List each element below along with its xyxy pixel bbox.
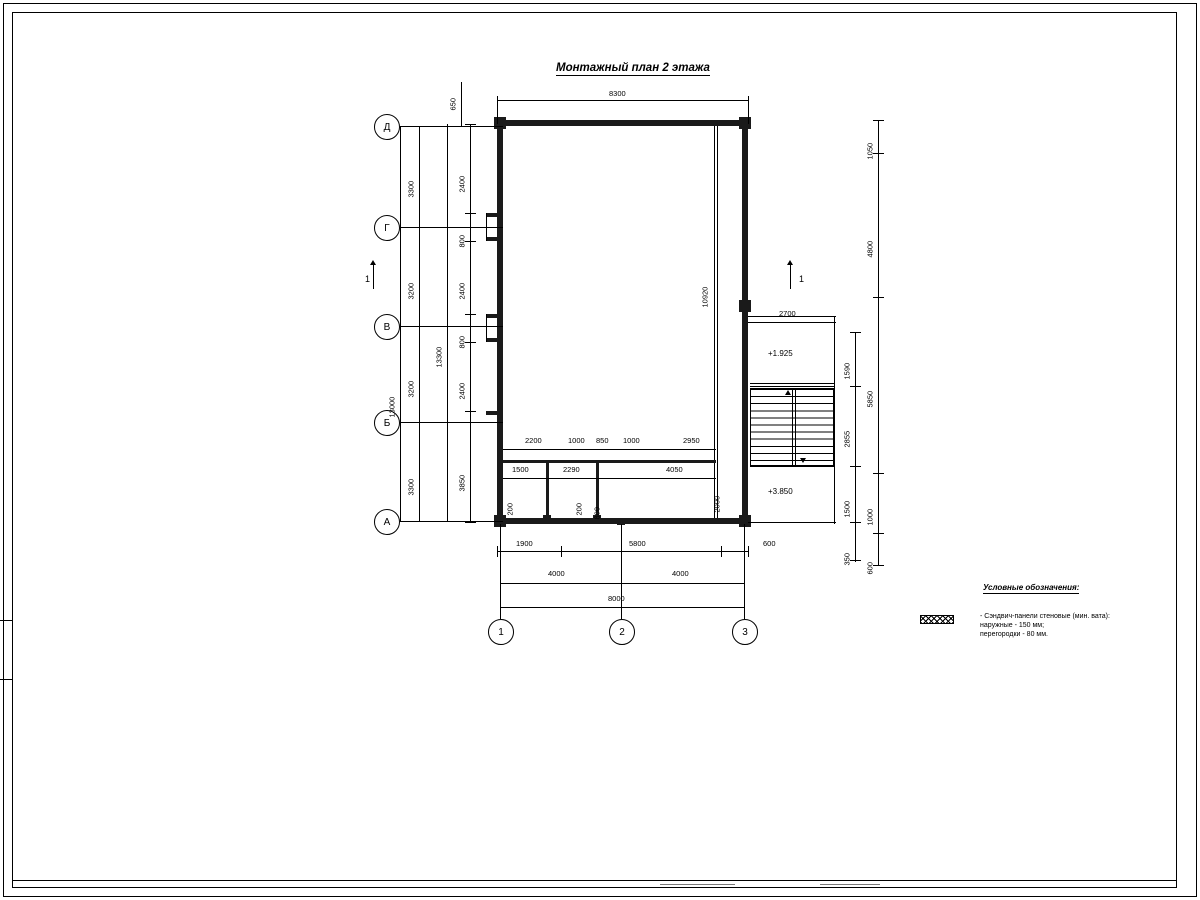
dim-chain-right-outer	[878, 120, 879, 565]
dim-1590: 1590	[842, 362, 852, 380]
axis-bubble-g: Г	[374, 215, 400, 241]
dim-2000-inner: 2000	[712, 495, 722, 513]
sheet-frame-bottom-rule	[12, 880, 1177, 881]
dim-tick-ri3	[850, 522, 861, 523]
elevation-mark-upper: +1.925	[768, 349, 793, 358]
dim-line-bottom-2	[500, 583, 744, 584]
exterior-wall-west	[497, 120, 503, 524]
dim-800-inner: 800	[592, 506, 602, 520]
dim-2400-3: 2400	[457, 382, 467, 400]
axis-bubble-2: 2	[609, 619, 635, 645]
west-opening-jamb-2	[486, 237, 503, 241]
dim-1000-a: 1000	[568, 436, 585, 445]
dim-tick-left-b1	[414, 227, 425, 228]
dim-8000: 8000	[608, 594, 625, 603]
legend-line-3: перегородки - 80 мм.	[980, 631, 1048, 638]
dim-tick-panel-0	[465, 124, 476, 125]
dim-tick-top-right	[748, 96, 749, 124]
axis-bubble-3: 3	[732, 619, 758, 645]
stair-landing-line	[750, 383, 834, 384]
dim-3300-top: 3300	[406, 180, 416, 198]
dim-5850: 5850	[865, 390, 875, 408]
dim-tick-panel-6	[465, 522, 476, 523]
stair-direction-arrow-up	[785, 390, 791, 395]
dim-tick-c2	[744, 578, 745, 589]
dim-3200-upper: 3200	[406, 282, 416, 300]
dim-line-room-chain-lower	[503, 478, 716, 479]
dim-tick-left-b0	[414, 126, 425, 127]
dim-1000-b: 1000	[623, 436, 640, 445]
west-opening-jamb-4	[486, 338, 503, 342]
dim-8300: 8300	[609, 89, 626, 98]
dim-650-leader	[461, 82, 462, 126]
column-node-a4	[739, 515, 751, 527]
section-mark-right-line	[790, 265, 791, 289]
dim-tick-c0	[500, 578, 501, 589]
dim-200-b: 200	[574, 502, 584, 516]
stair-block-east	[834, 316, 835, 524]
elevation-mark-lower: +3.850	[768, 487, 793, 496]
dim-tick-r3	[873, 473, 884, 474]
dim-tick-b0	[497, 546, 498, 557]
dim-tick-r0	[873, 120, 884, 121]
interior-wall-vert-1	[546, 460, 549, 518]
west-opening-jamb-1	[486, 213, 503, 217]
dim-1900: 1900	[516, 539, 533, 548]
dim-tick-top-left	[497, 96, 498, 124]
partition-node-1	[543, 515, 551, 523]
dim-tick-left-b3	[414, 422, 425, 423]
stair-direction-arrow-down	[800, 458, 806, 463]
exterior-wall-north	[497, 120, 748, 126]
dim-tick-r1	[873, 153, 884, 154]
dim-650: 650	[448, 97, 458, 111]
section-mark-left-line	[373, 265, 374, 289]
interior-wall-bottom-left	[503, 460, 621, 463]
axis-line-2	[621, 524, 622, 619]
column-node-east-mid	[739, 300, 751, 312]
axis-bubble-v: В	[374, 314, 400, 340]
sheet-frame-inner	[12, 12, 1177, 888]
dim-3850: 3850	[457, 474, 467, 492]
dim-tick-left-b4	[414, 521, 425, 522]
dim-2290: 2290	[563, 465, 580, 474]
dim-tick-r4	[873, 533, 884, 534]
dim-tick-panel-1	[465, 213, 476, 214]
legend-line-1: - Сэндвич-панели стеновые (мин. вата):	[980, 613, 1110, 620]
west-opening-jamb-5	[486, 411, 503, 415]
interior-wall-bottom-right	[621, 460, 716, 463]
dim-tick-ri1	[850, 386, 861, 387]
dim-4000-right: 4000	[672, 569, 689, 578]
dim-tick-r5	[873, 565, 884, 566]
dim-1500: 1500	[842, 500, 852, 518]
dim-tick-ri2	[850, 466, 861, 467]
section-mark-right-arrow	[787, 260, 793, 265]
dim-200-a: 200	[505, 502, 515, 516]
dim-800-1: 800	[457, 234, 467, 248]
legend-swatch-sandwich-panel	[920, 615, 954, 624]
stair-block-bottom	[748, 522, 836, 523]
titleblock-rule-right	[820, 884, 880, 885]
dim-tick-ri4	[850, 560, 861, 561]
dim-4000-left: 4000	[548, 569, 565, 578]
dim-line-top-8300	[497, 100, 748, 101]
dim-2950: 2950	[683, 436, 700, 445]
dim-2855: 2855	[842, 430, 852, 448]
stair-flight-bottom-line	[750, 466, 834, 467]
dim-13300: 13300	[434, 346, 444, 368]
dim-tick-left-b2	[414, 326, 425, 327]
section-mark-left-arrow	[370, 260, 376, 265]
dim-600-right: 600	[865, 561, 875, 575]
dim-chain-left-bays	[419, 126, 420, 521]
stair-landing-line-2	[750, 386, 834, 387]
dim-tick-b2	[721, 546, 722, 557]
axis-bubble-b: Б	[374, 410, 400, 436]
dim-tick-d0	[500, 602, 501, 613]
dim-line-bottom-3	[500, 607, 744, 608]
dim-tick-r2	[873, 297, 884, 298]
dim-tick-b3	[748, 546, 749, 557]
dim-tick-panel-3	[465, 314, 476, 315]
dim-4800: 4800	[865, 240, 875, 258]
dim-tick-d1	[744, 602, 745, 613]
dim-tick-ri0	[850, 332, 861, 333]
dim-1500-inner: 1500	[512, 465, 529, 474]
plan-title: Монтажный план 2 этажа	[556, 62, 710, 74]
axis-bubble-a: А	[374, 509, 400, 535]
dim-13000: 13000	[387, 396, 397, 418]
dim-4050: 4050	[666, 465, 683, 474]
dim-chain-left-13300	[447, 124, 448, 522]
dim-tick-c1	[621, 578, 622, 589]
stair-stringer-center	[792, 388, 793, 466]
dim-2700: 2700	[779, 309, 796, 318]
dim-chain-right-inner	[855, 332, 856, 562]
dim-5800: 5800	[629, 539, 646, 548]
stair-stringer-center-2	[795, 388, 796, 466]
section-mark-right-label: 1	[799, 274, 805, 284]
dim-850: 850	[596, 436, 609, 445]
legend-title: Условные обозначения:	[983, 583, 1080, 592]
dim-2400-1: 2400	[457, 175, 467, 193]
dim-chain-left-outer	[400, 126, 401, 521]
dim-tick-panel-2	[465, 241, 476, 242]
dim-2400-2: 2400	[457, 282, 467, 300]
dim-line-room-chain	[503, 449, 716, 450]
dim-tick-b1	[561, 546, 562, 557]
dim-2200: 2200	[525, 436, 542, 445]
dim-line-2700	[748, 322, 836, 323]
dim-600-bottom: 600	[763, 539, 776, 548]
dim-line-bottom-1	[497, 551, 748, 552]
dim-1000-right: 1000	[865, 508, 875, 526]
dim-1050: 1050	[865, 142, 875, 160]
dim-3300-bottom: 3300	[406, 478, 416, 496]
west-opening-jamb-3	[486, 314, 503, 318]
dim-tick-panel-5	[465, 411, 476, 412]
titleblock-rule-left	[660, 884, 735, 885]
axis-bubble-1: 1	[488, 619, 514, 645]
dim-350: 350	[842, 552, 852, 566]
dim-800-2: 800	[457, 335, 467, 349]
dim-10920: 10920	[700, 286, 710, 308]
axis-bubble-d: Д	[374, 114, 400, 140]
interior-partition-corridor-2	[717, 126, 718, 518]
column-node-a1	[494, 117, 506, 129]
column-node-a2	[739, 117, 751, 129]
dim-chain-left-panels	[470, 124, 471, 522]
sheet-left-tab	[0, 620, 13, 680]
dim-tick-panel-4	[465, 342, 476, 343]
dim-3200-lower: 3200	[406, 380, 416, 398]
section-mark-left-label: 1	[365, 274, 371, 284]
legend-line-2: наружные - 150 мм;	[980, 622, 1045, 629]
west-opening-edge-2	[486, 314, 487, 342]
